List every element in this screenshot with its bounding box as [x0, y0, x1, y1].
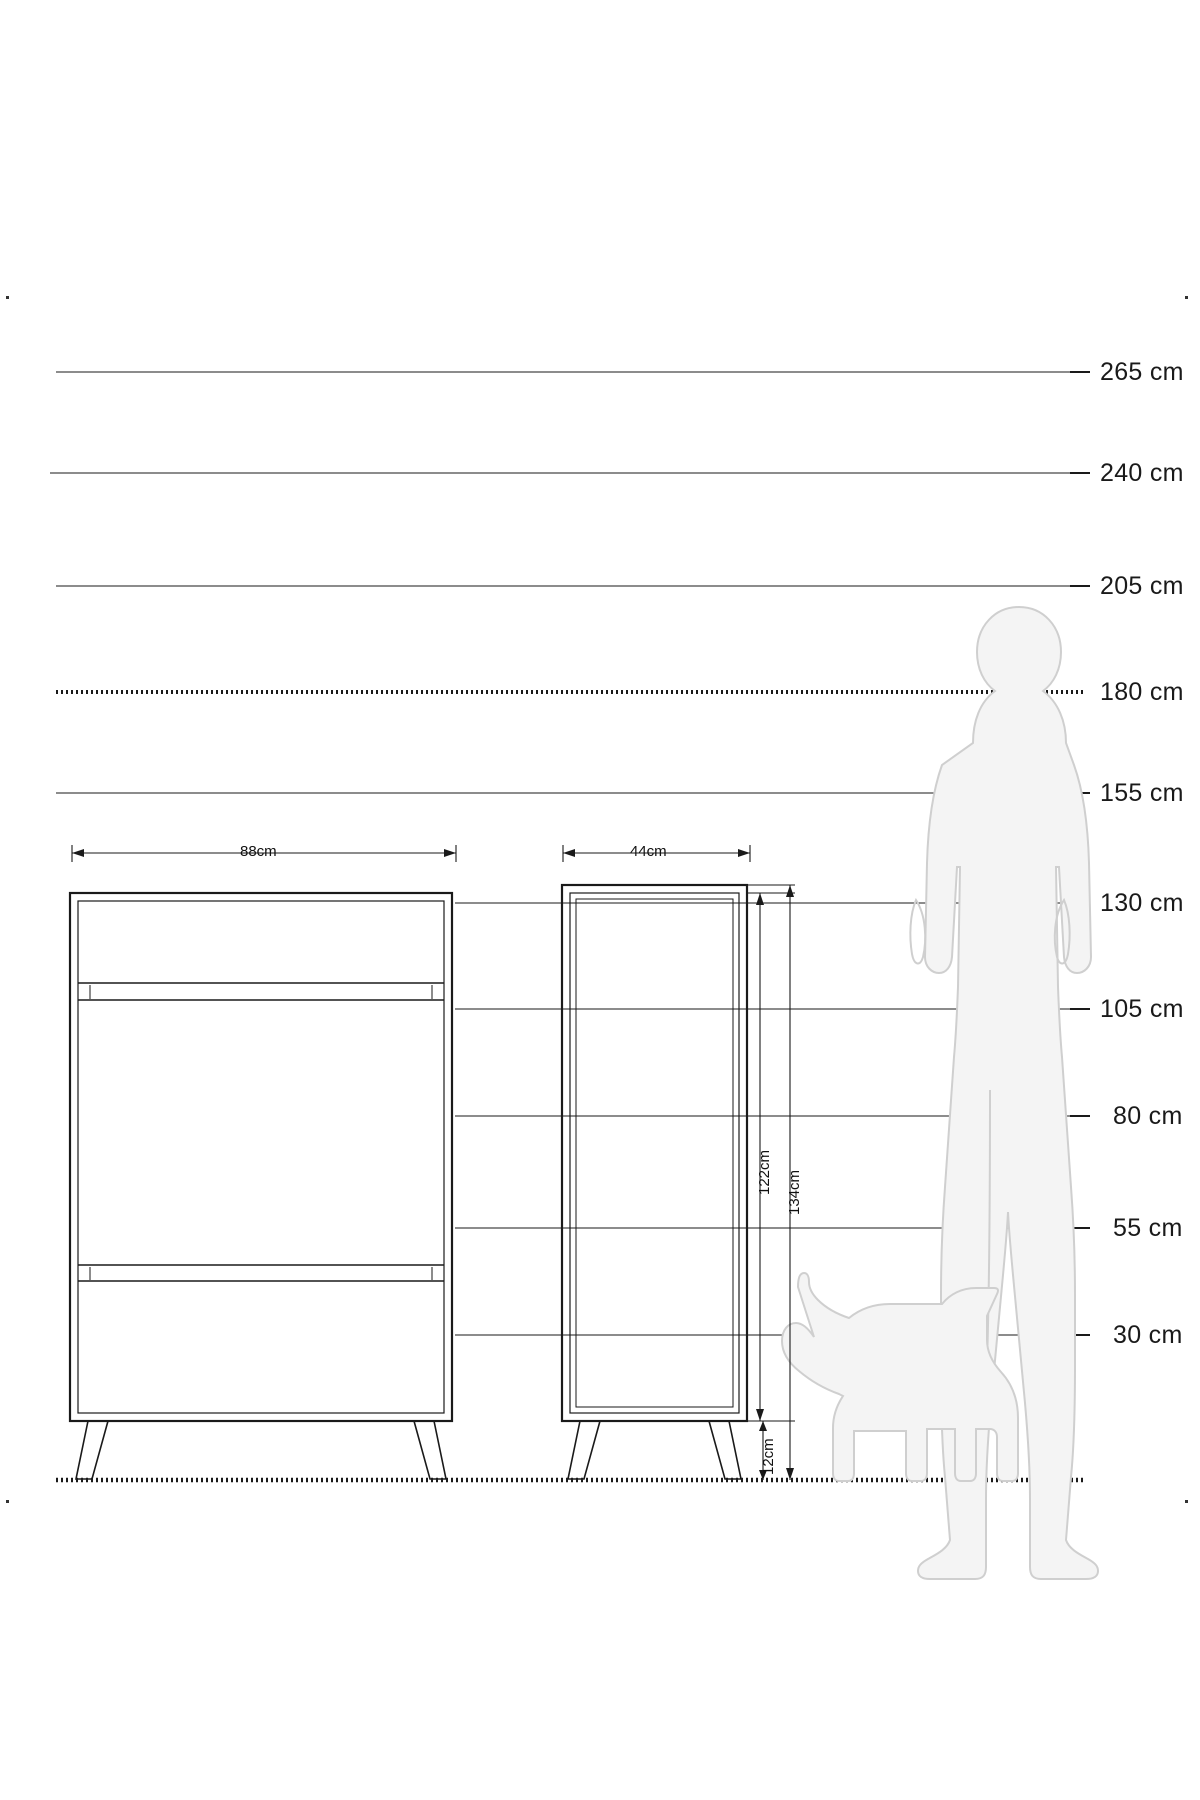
dim-44-arrow-left [563, 849, 575, 857]
narrow-cabinet-leg-right [709, 1421, 741, 1479]
scale-label-240: 240 cm [1100, 459, 1184, 487]
dimension-label-134cm: 134cm [786, 1169, 803, 1215]
dimension-label-44cm: 44cm [630, 843, 667, 860]
dim-12-arrow-top [759, 1421, 767, 1431]
dim-122-arrow-top [756, 893, 764, 905]
narrow-cabinet-leg-left [568, 1421, 600, 1479]
wide-cabinet-leg-right [414, 1421, 446, 1479]
dim-88-arrow-left [72, 849, 84, 857]
wide-cabinet-elevation [70, 893, 452, 1479]
dim-88-arrow-right [444, 849, 456, 857]
narrow-cabinet-outer [562, 885, 747, 1421]
dimension-label-122cm: 122cm [756, 1149, 773, 1195]
scale-label-80: 80 cm [1113, 1102, 1183, 1130]
scale-label-30: 30 cm [1113, 1321, 1183, 1349]
dim-134-arrow-top [786, 885, 794, 897]
narrow-cabinet-door [576, 899, 733, 1407]
wide-cabinet-inner [78, 901, 444, 1413]
wide-cabinet-outer [70, 893, 452, 1421]
dim-122-arrow-bottom [756, 1409, 764, 1421]
registration-dot-bottom-right [1185, 1500, 1188, 1503]
registration-dot-top-right [1185, 296, 1188, 299]
human-left-arm-detail [910, 900, 925, 963]
scale-label-265: 265 cm [1100, 358, 1184, 386]
dimension-label-12cm: 12cm [760, 1438, 777, 1475]
scale-label-105: 105 cm [1100, 995, 1184, 1023]
dimension-label-88cm: 88cm [240, 843, 277, 860]
scale-label-130: 130 cm [1100, 889, 1184, 917]
wide-cabinet-leg-left [76, 1421, 108, 1479]
registration-dot-bottom-left [6, 1500, 9, 1503]
dim-44-arrow-right [738, 849, 750, 857]
narrow-cabinet-elevation [562, 885, 747, 1479]
scale-label-155: 155 cm [1100, 779, 1184, 807]
scale-label-180: 180 cm [1100, 678, 1184, 706]
registration-dot-top-left [6, 296, 9, 299]
scale-label-205: 205 cm [1100, 572, 1184, 600]
scale-label-55: 55 cm [1113, 1214, 1183, 1242]
